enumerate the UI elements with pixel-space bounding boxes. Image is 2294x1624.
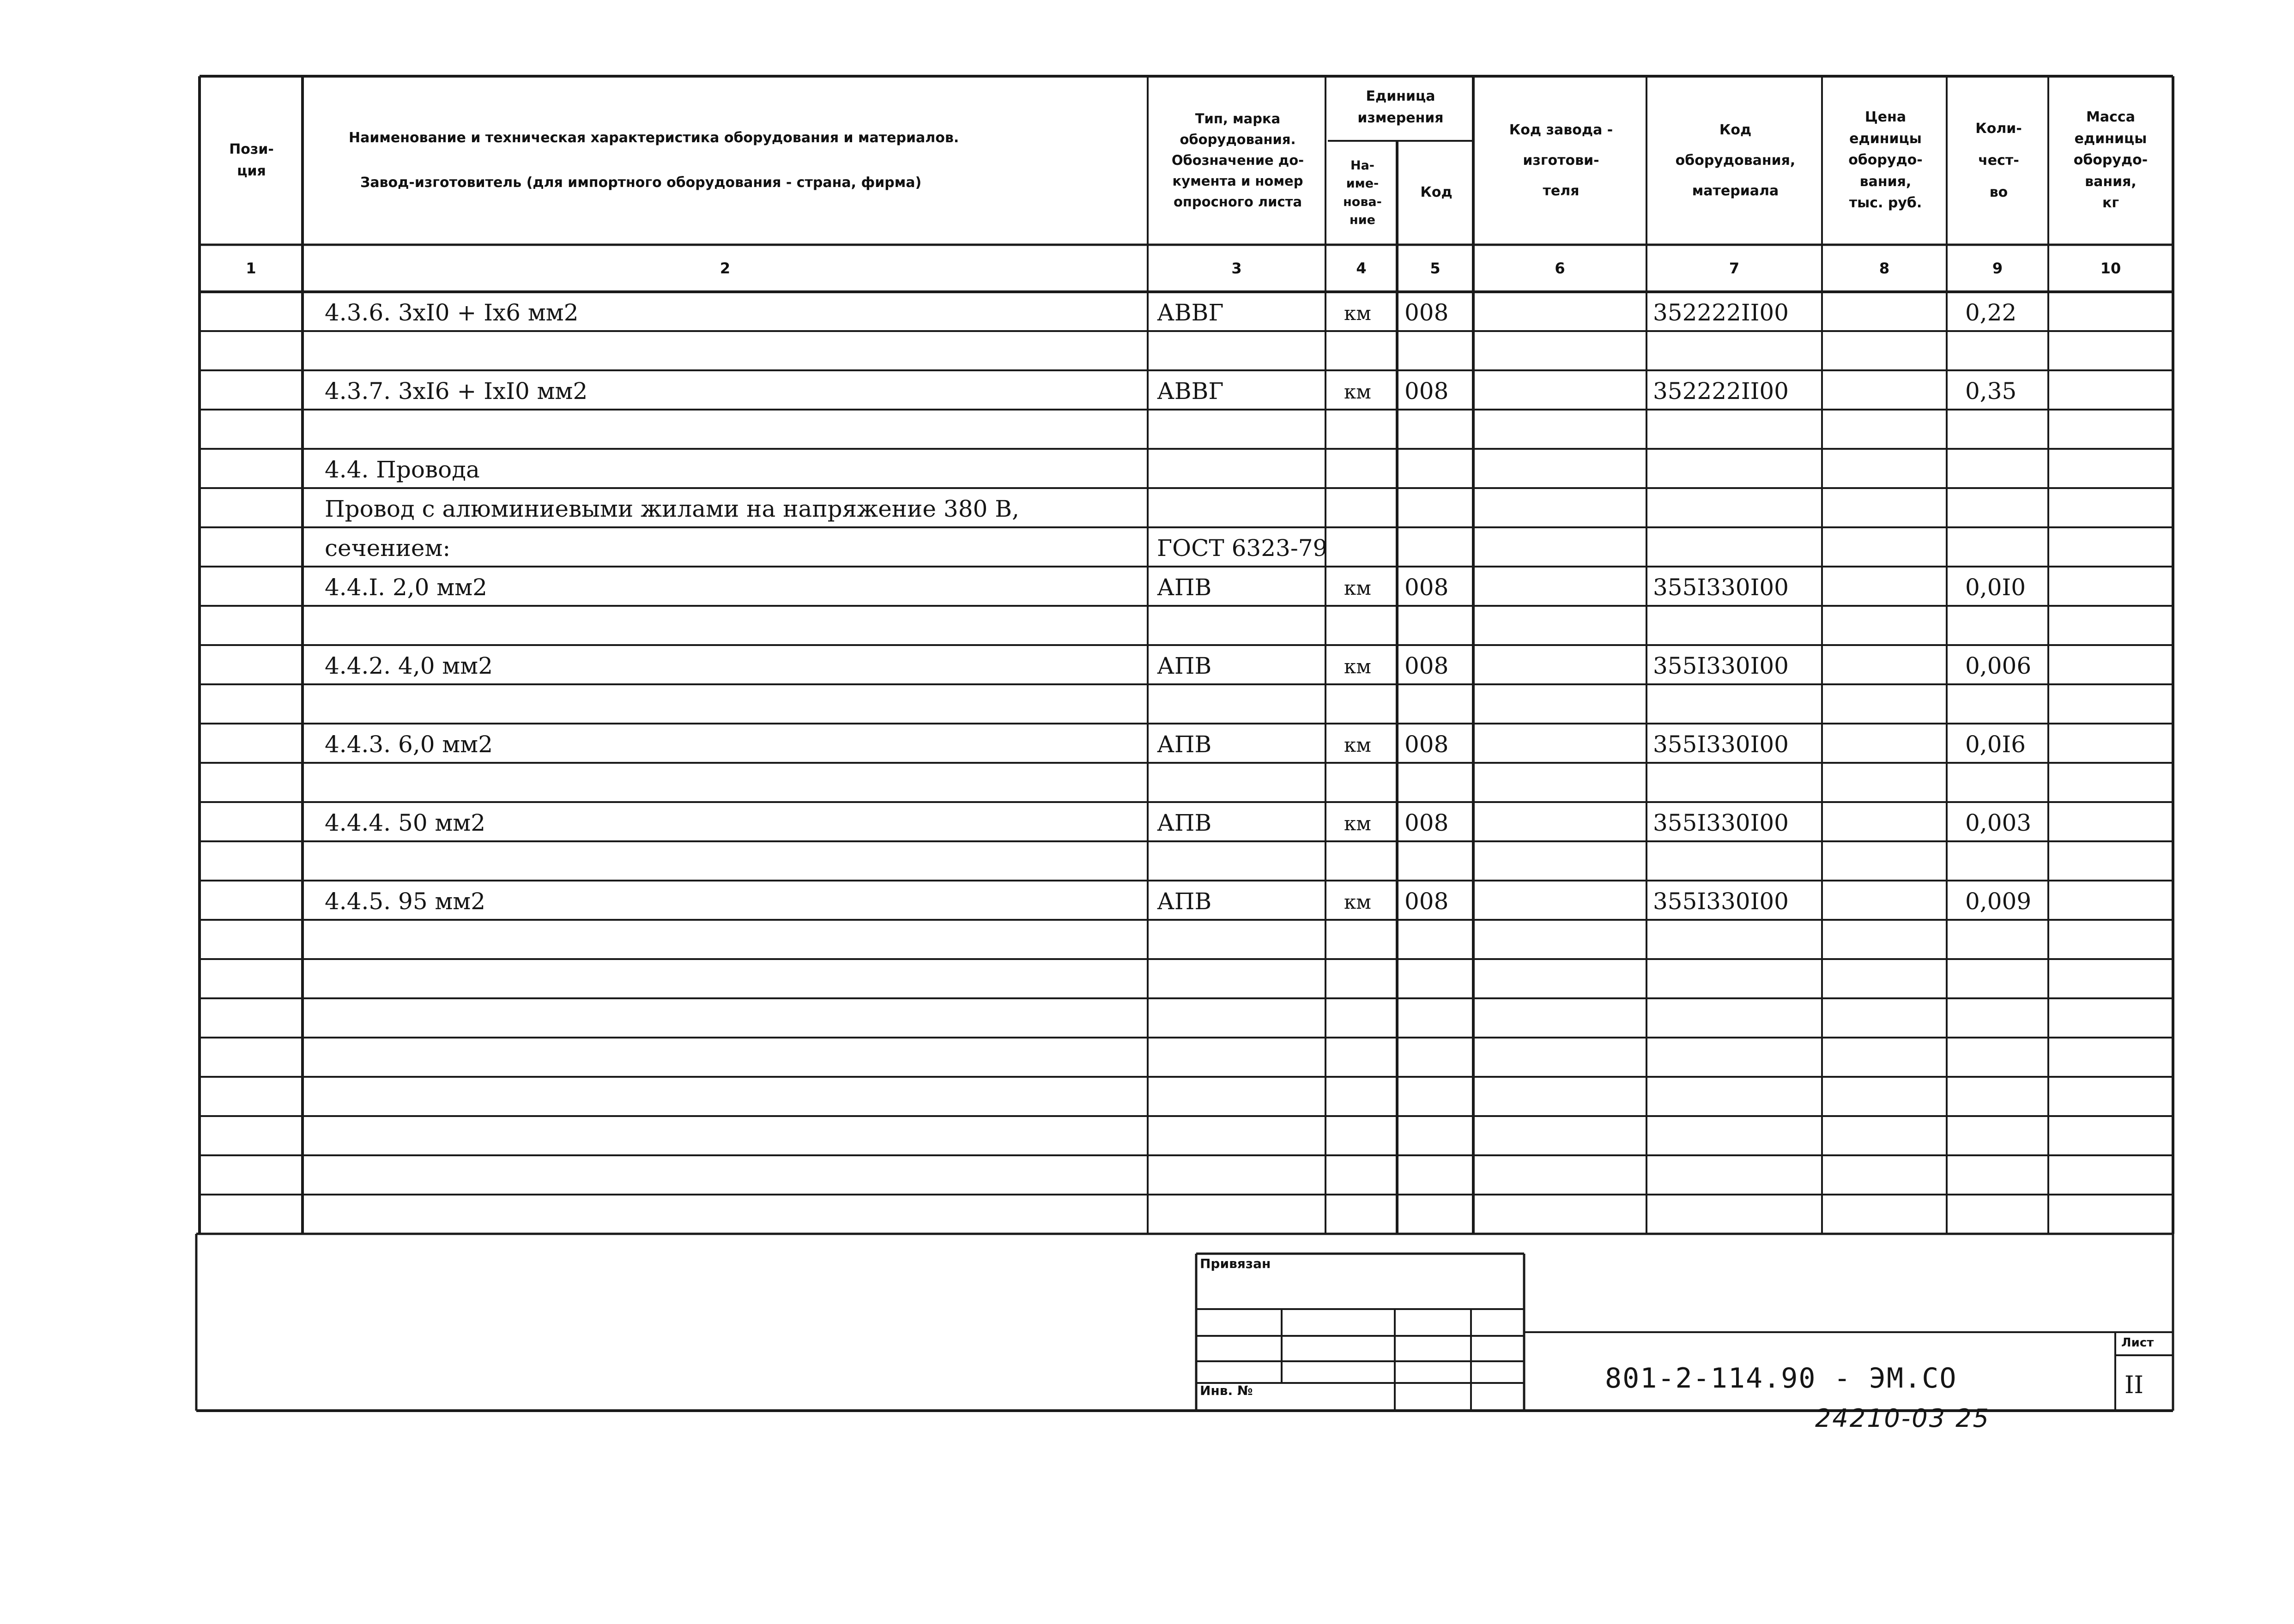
cell-unit-code: 008 [1404,299,1449,326]
column-number-4: 4 [1356,260,1367,277]
cell-unit: км [1344,655,1371,678]
cell-mat-code: 352222II00 [1653,378,1789,404]
cell-type: АПВ [1157,809,1212,836]
cell-unit: км [1344,734,1371,756]
cell-name: 4.4.4. 50 мм2 [325,809,486,836]
stamp-inventory-label: Инв. № [1200,1383,1253,1398]
cell-qty: 0,35 [1965,378,2017,404]
cell-name: сечением: [325,535,451,561]
cell-unit: км [1344,891,1371,913]
column-number-9: 9 [1992,260,2003,277]
cell-unit: км [1344,577,1371,599]
cell-qty: 0,003 [1965,809,2032,836]
header-name [305,76,1145,245]
cell-mat-code: 355I330I00 [1653,731,1789,758]
cell-type: АПВ [1157,652,1212,679]
header-factory-code: Код завода - изготови- теля [1509,121,1613,199]
cell-type: АПВ [1157,888,1212,915]
column-number-1: 1 [246,260,256,277]
cell-name: 4.3.6. 3хI0 + Iх6 мм2 [325,299,579,326]
cell-mat-code: 352222II00 [1653,299,1789,326]
cell-qty: 0,006 [1965,652,2032,679]
cell-mat-code: 355I330I00 [1653,652,1789,679]
cell-mat-code: 355I330I00 [1653,809,1789,836]
column-number-3: 3 [1231,260,1242,277]
cell-unit-code: 008 [1404,731,1449,758]
cell-name: 4.4.I. 2,0 мм2 [325,574,487,601]
header-name-line2: Завод-изготовитель (для импортного оборудования - страна, фирма) [360,174,922,191]
cell-unit: км [1344,380,1371,403]
header-material-code: Код оборудования, материала [1675,121,1796,199]
document-code: 801-2-114.90 - ЭМ.СО [1605,1362,1957,1395]
cell-qty: 0,009 [1965,888,2032,915]
cell-qty: 0,22 [1965,299,2017,326]
cell-name: 4.4.5. 95 мм2 [325,888,486,915]
cell-type: АПВ [1157,574,1212,601]
header-type: Тип, марка оборудования. Обозначение до- кумента и номер опросного листа [1171,111,1304,210]
cell-name: 4.3.7. 3хI6 + IхI0 мм2 [325,378,588,404]
cell-type: АПВ [1157,731,1212,758]
header-unit-group: Единица измерения [1357,88,1444,126]
header-position: Пози- ция [229,141,274,179]
header-unit-code: Код [1420,184,1453,201]
cell-name: 4.4.3. 6,0 мм2 [325,731,493,758]
column-number-7: 7 [1729,260,1740,277]
cell-mat-code: 355I330I00 [1653,888,1789,915]
cell-unit: км [1344,812,1371,835]
cell-unit-code: 008 [1404,809,1449,836]
cell-mat-code: 355I330I00 [1653,574,1789,601]
cell-type: АВВГ [1157,299,1224,326]
column-number-8: 8 [1879,260,1890,277]
column-number-6: 6 [1555,260,1565,277]
column-number-5: 5 [1430,260,1441,277]
cell-unit-code: 008 [1404,574,1449,601]
cell-qty: 0,0I6 [1965,731,2026,758]
archive-number: 24210-03 25 [1815,1404,1990,1433]
cell-unit-code: 008 [1404,888,1449,915]
header-unit-name: На- име- нова- ние [1343,158,1382,227]
header-name-line1: Наименование и техническая характеристика оборудования и материалов. [349,130,959,146]
cell-unit: км [1344,302,1371,325]
header-mass: Масса единицы оборудо- вания, кг [2073,109,2148,211]
sheet-number: II [2125,1371,2144,1399]
cell-qty: 0,0I0 [1965,574,2026,601]
cell-name: Провод с алюминиевыми жилами на напряжение 380 В, [325,495,1019,522]
cell-type: АВВГ [1157,378,1224,404]
cell-unit-code: 008 [1404,378,1449,404]
header-price: Цена единицы оборудо- вания, тыс. руб. [1848,109,1923,211]
cell-name: 4.4. Провода [325,456,480,483]
column-number-10: 10 [2100,260,2121,277]
cell-type: ГОСТ 6323-79 [1157,535,1328,561]
cell-unit-code: 008 [1404,652,1449,679]
stamp-tied-label: Привязан [1200,1256,1271,1271]
column-number-2: 2 [720,260,731,277]
header-quantity: Коли- чест- во [1975,121,2022,200]
cell-name: 4.4.2. 4,0 мм2 [325,652,493,679]
sheet-label: Лист [2121,1336,2154,1350]
